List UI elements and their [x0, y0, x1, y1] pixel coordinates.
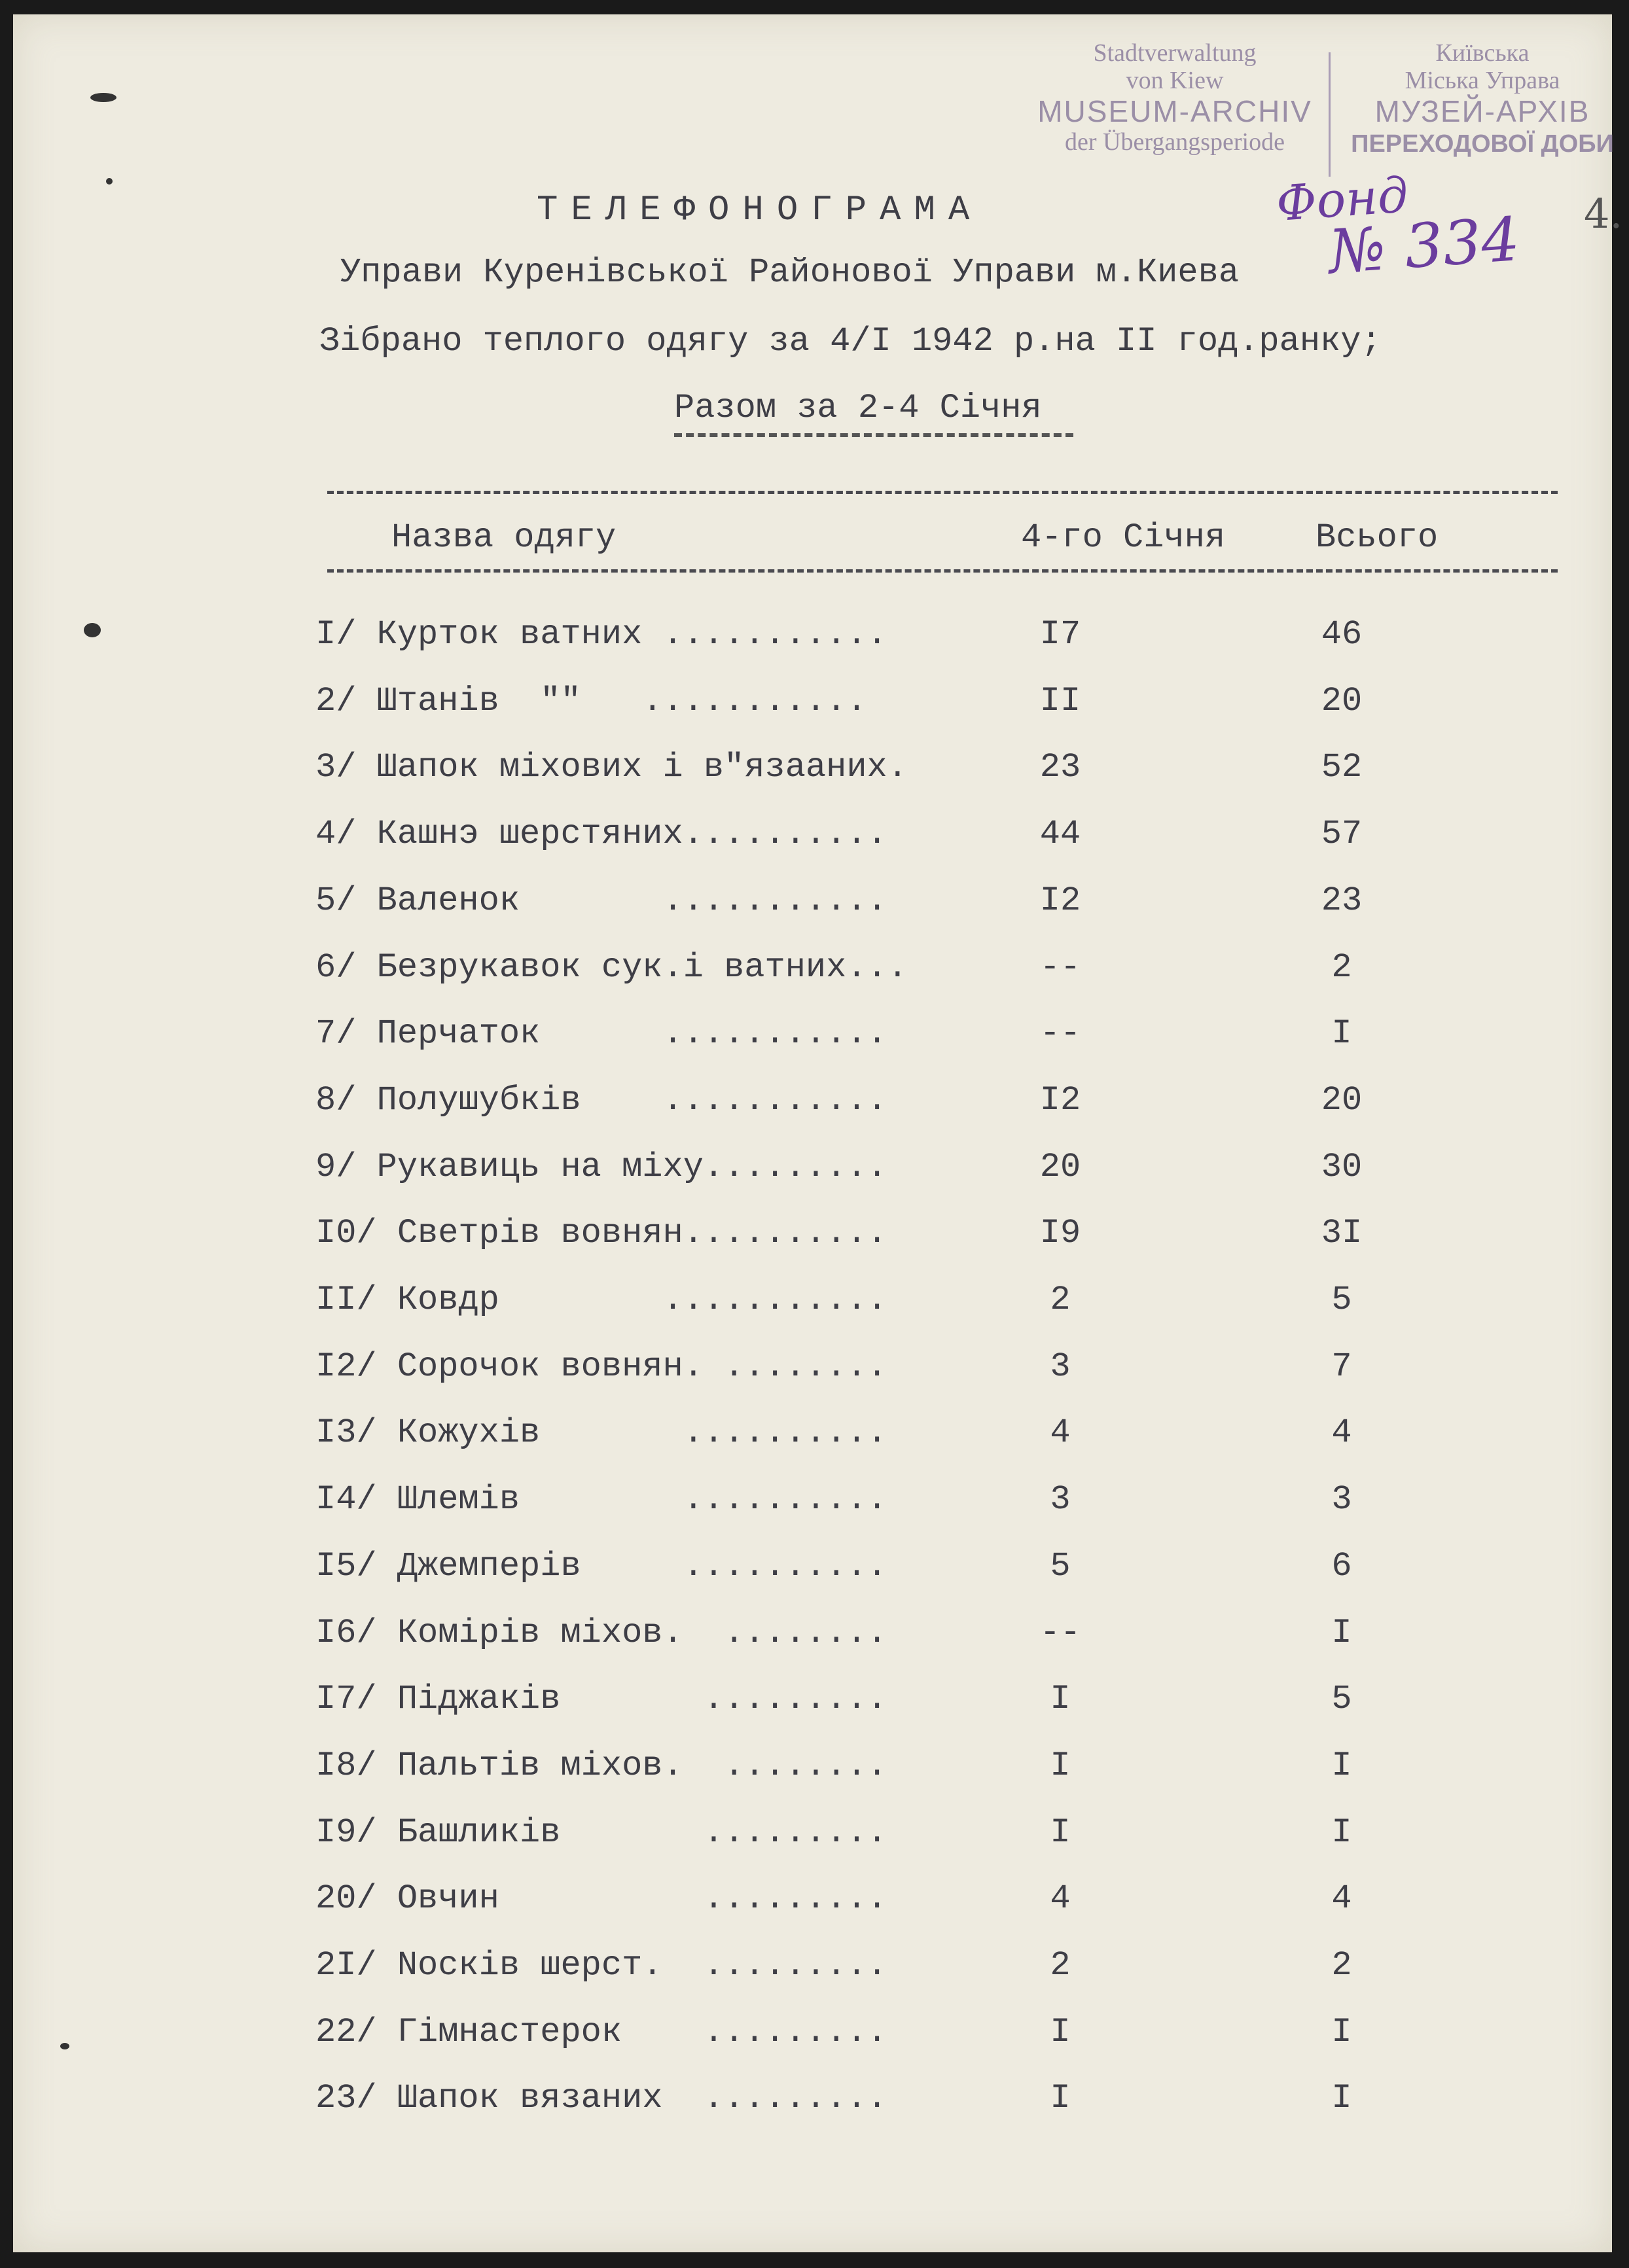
item-day-count: 3	[1050, 1480, 1071, 1519]
item-name: 2I/ Noскiв шерст. .........	[315, 1946, 887, 1985]
item-day-count: 4	[1050, 1413, 1071, 1452]
table-row	[13, 2079, 1612, 2118]
table-row	[13, 748, 1612, 787]
item-day-count: I	[1050, 1680, 1071, 1718]
item-total-count: 23	[1321, 881, 1363, 920]
item-day-count: 2	[1050, 1946, 1071, 1985]
column-header-total: Всього	[1316, 518, 1439, 557]
table-header-rule	[327, 569, 1558, 573]
table-row	[13, 2013, 1612, 2052]
item-day-count: --	[1039, 1614, 1081, 1652]
item-total-count: 2	[1331, 1946, 1352, 1985]
header-line1: Управи Куренівської Районової Управи м.Киева	[340, 253, 1240, 292]
item-name: 5/ Валенок ...........	[315, 881, 887, 920]
item-day-count: I7	[1039, 615, 1081, 654]
item-name: I8/ Пальтiв мiхов. ........	[315, 1746, 887, 1785]
stamp-de-line1: Stadtverwaltung	[1093, 39, 1257, 67]
stamp-german	[1028, 39, 1322, 156]
item-total-count: 30	[1321, 1148, 1363, 1186]
item-day-count: --	[1039, 1014, 1081, 1053]
header-line2: Зібрано теплого одягу за 4/І 1942 р.на II год.ранку;	[319, 322, 1382, 361]
item-total-count: 5	[1331, 1680, 1352, 1718]
stamp-de-line4: der Übergangsperiode	[1065, 128, 1285, 156]
table-row	[13, 1614, 1612, 1653]
table-row	[13, 615, 1612, 654]
item-day-count: I2	[1039, 1081, 1081, 1120]
table-row	[13, 1547, 1612, 1586]
item-total-count: I	[1331, 2079, 1352, 2117]
table-row	[13, 1281, 1612, 1320]
item-day-count: I	[1050, 2013, 1071, 2051]
item-total-count: 2	[1331, 948, 1352, 987]
item-total-count: 4	[1331, 1413, 1352, 1452]
item-total-count: I	[1331, 1614, 1352, 1652]
table-top-rule	[327, 491, 1558, 494]
table-row	[13, 1214, 1612, 1253]
stamp-divider	[1329, 52, 1331, 177]
table-row	[13, 1413, 1612, 1453]
item-name: I3/ Кожухiв ..........	[315, 1413, 887, 1452]
item-name: 3/ Шапок мiхових i в"язааних.	[315, 748, 908, 787]
item-day-count: I	[1050, 2079, 1071, 2117]
item-name: I0/ Светрiв вовнян..........	[315, 1214, 887, 1252]
ink-speck	[106, 178, 113, 185]
item-name: I4/ Шлемiв ..........	[315, 1480, 887, 1519]
item-day-count: 5	[1050, 1547, 1071, 1586]
item-total-count: I	[1331, 1813, 1352, 1852]
archive-stamp	[1028, 39, 1629, 190]
table-row	[13, 1746, 1612, 1786]
item-name: 23/ Шапок вязаних .........	[315, 2079, 887, 2117]
table-row	[13, 1946, 1612, 1985]
item-name: I6/ Комiрiв мiхов. ........	[315, 1614, 887, 1652]
item-name: 8/ Полушубкiв ...........	[315, 1081, 887, 1120]
item-name: 22/ Гiмнастерок .........	[315, 2013, 887, 2051]
table-row	[13, 1879, 1612, 1919]
stamp-uk-line2: Міська Управа	[1405, 67, 1560, 94]
table-row	[13, 1148, 1612, 1187]
stamp-ukrainian	[1335, 39, 1629, 160]
item-day-count: --	[1039, 948, 1081, 987]
item-name: I2/ Сорочок вовнян. ........	[315, 1347, 887, 1386]
item-name: I5/ Джемперiв ..........	[315, 1547, 887, 1586]
handwritten-fond: Фонд	[1274, 167, 1410, 232]
item-total-count: 3	[1331, 1480, 1352, 1519]
item-name: 6/ Безрукавок сук.i ватних...	[315, 948, 908, 987]
column-header-day: 4-го Січня	[1021, 518, 1226, 557]
item-total-count: 46	[1321, 615, 1363, 654]
item-name: I/ Курток ватних ...........	[315, 615, 887, 654]
stamp-uk-line4: ПЕРЕХОДОВОЇ ДОБИ	[1351, 130, 1614, 158]
item-day-count: 3	[1050, 1347, 1071, 1386]
item-name: I7/ Пiджакiв .........	[315, 1680, 887, 1718]
item-day-count: 20	[1039, 1148, 1081, 1186]
item-day-count: I	[1050, 1813, 1071, 1852]
stamp-uk-line1: Київська	[1435, 39, 1530, 67]
item-name: 4/ Кашнэ шерстяних..........	[315, 815, 887, 853]
item-name: I9/ Башликiв .........	[315, 1813, 887, 1852]
item-total-count: 7	[1331, 1347, 1352, 1386]
item-name: 2/ Штанів "" ...........	[315, 682, 867, 720]
item-day-count: I9	[1039, 1214, 1081, 1252]
item-total-count: I	[1331, 2013, 1352, 2051]
item-total-count: 52	[1321, 748, 1363, 787]
page-number: 4.	[1584, 190, 1623, 238]
table-row	[13, 682, 1612, 721]
item-day-count: 4	[1050, 1879, 1071, 1918]
table-row	[13, 1014, 1612, 1054]
ink-speck	[84, 623, 101, 637]
item-name: 7/ Перчаток ...........	[315, 1014, 887, 1053]
item-day-count: 23	[1039, 748, 1081, 787]
item-name: II/ Ковдр ...........	[315, 1281, 887, 1319]
item-total-count: I	[1331, 1746, 1352, 1785]
stamp-uk-line3: МУЗЕЙ-АРХІВ	[1374, 94, 1590, 128]
item-day-count: I	[1050, 1746, 1071, 1785]
document-title: ТЕЛЕФОНОГРАМА	[537, 190, 983, 230]
item-total-count: 20	[1321, 682, 1363, 720]
table-row	[13, 1347, 1612, 1387]
header-underline	[674, 433, 1073, 437]
item-day-count: I2	[1039, 881, 1081, 920]
header-line3: Разом за 2-4 Січня	[674, 389, 1042, 427]
item-name: 9/ Рукавиць на мiху.........	[315, 1148, 887, 1186]
column-header-name: Назва одягу	[391, 518, 617, 557]
item-total-count: 4	[1331, 1879, 1352, 1918]
table-row	[13, 815, 1612, 854]
table-row	[13, 1813, 1612, 1852]
item-day-count: II	[1039, 682, 1081, 720]
ink-speck	[60, 2043, 69, 2049]
item-day-count: 44	[1039, 815, 1081, 853]
item-total-count: 5	[1331, 1281, 1352, 1319]
stamp-de-line3: MUSEUM-ARCHIV	[1037, 94, 1312, 128]
item-total-count: 3I	[1321, 1214, 1363, 1252]
table-row	[13, 1680, 1612, 1719]
table-row	[13, 1480, 1612, 1519]
document-page	[13, 14, 1623, 2252]
item-total-count: I	[1331, 1014, 1352, 1053]
item-total-count: 57	[1321, 815, 1363, 853]
item-name: 20/ Овчин .........	[315, 1879, 887, 1918]
ink-speck	[90, 93, 116, 102]
table-row	[13, 1081, 1612, 1120]
item-day-count: 2	[1050, 1281, 1071, 1319]
stamp-de-line2: von Kiew	[1126, 67, 1224, 94]
table-row	[13, 881, 1612, 921]
table-row	[13, 948, 1612, 987]
handwritten-fond-number: № 334	[1326, 204, 1522, 288]
item-total-count: 6	[1331, 1547, 1352, 1586]
item-total-count: 20	[1321, 1081, 1363, 1120]
